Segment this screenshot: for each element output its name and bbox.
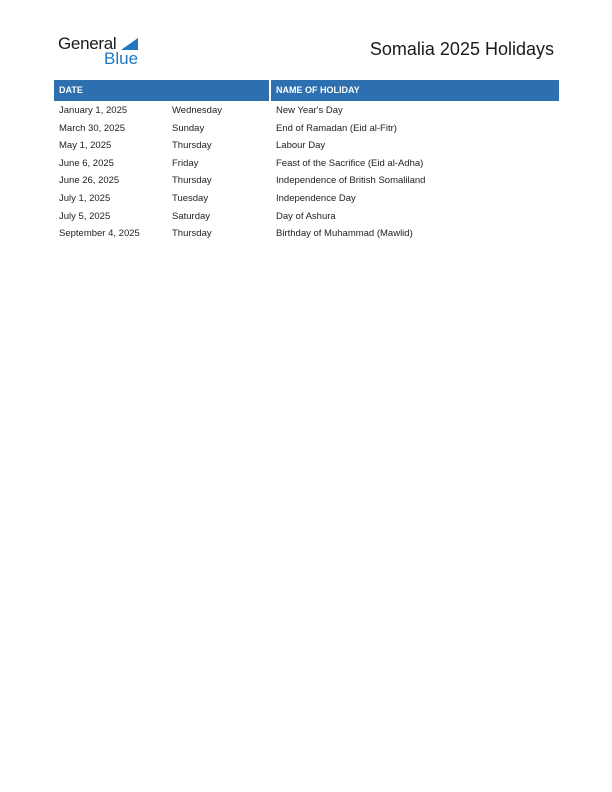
logo-text-general: General [58, 34, 117, 53]
cell-day: Tuesday [172, 193, 209, 204]
cell-name: Independence Day [276, 193, 356, 204]
cell-day: Saturday [172, 210, 211, 222]
cell-day: Thursday [172, 228, 212, 240]
page-title: Somalia 2025 Holidays [369, 39, 554, 59]
cell-date: January 1, 2025 [59, 105, 128, 116]
table-row [54, 211, 559, 228]
cell-date: September 4, 2025 [59, 228, 140, 240]
table-row [54, 140, 559, 157]
table-row [54, 105, 559, 122]
cell-name: Independence of British Somaliland [276, 175, 426, 187]
cell-date: July 1, 2025 [59, 193, 111, 204]
logo-text-blue: Blue [104, 49, 139, 68]
table-row [54, 123, 559, 140]
cell-date: June 6, 2025 [59, 157, 114, 169]
cell-date: May 1, 2025 [59, 140, 112, 152]
cell-name: Day of Ashura [276, 210, 336, 222]
cell-name: End of Ramadan (Eid al-Fitr) [276, 122, 397, 134]
header-divider [269, 80, 271, 101]
header-name: NAME OF HOLIDAY [276, 85, 360, 95]
table-row [54, 193, 559, 210]
cell-date: March 30, 2025 [59, 122, 126, 134]
logo [58, 34, 148, 70]
table-header [54, 80, 559, 101]
cell-date: July 5, 2025 [59, 210, 111, 222]
cell-day: Sunday [172, 122, 205, 134]
table-row [54, 228, 559, 245]
cell-day: Thursday [172, 175, 212, 187]
cell-name: Labour Day [276, 140, 326, 152]
cell-name: Birthday of Muhammad (Mawlid) [276, 228, 413, 240]
cell-day: Wednesday [172, 105, 222, 116]
table-row [54, 175, 559, 192]
cell-day: Thursday [172, 140, 212, 152]
cell-day: Friday [172, 157, 199, 169]
header-date: DATE [59, 85, 83, 95]
cell-name: New Year's Day [276, 105, 343, 116]
cell-date: June 26, 2025 [59, 175, 120, 187]
table-row [54, 158, 559, 175]
cell-name: Feast of the Sacrifice (Eid al-Adha) [276, 157, 424, 169]
